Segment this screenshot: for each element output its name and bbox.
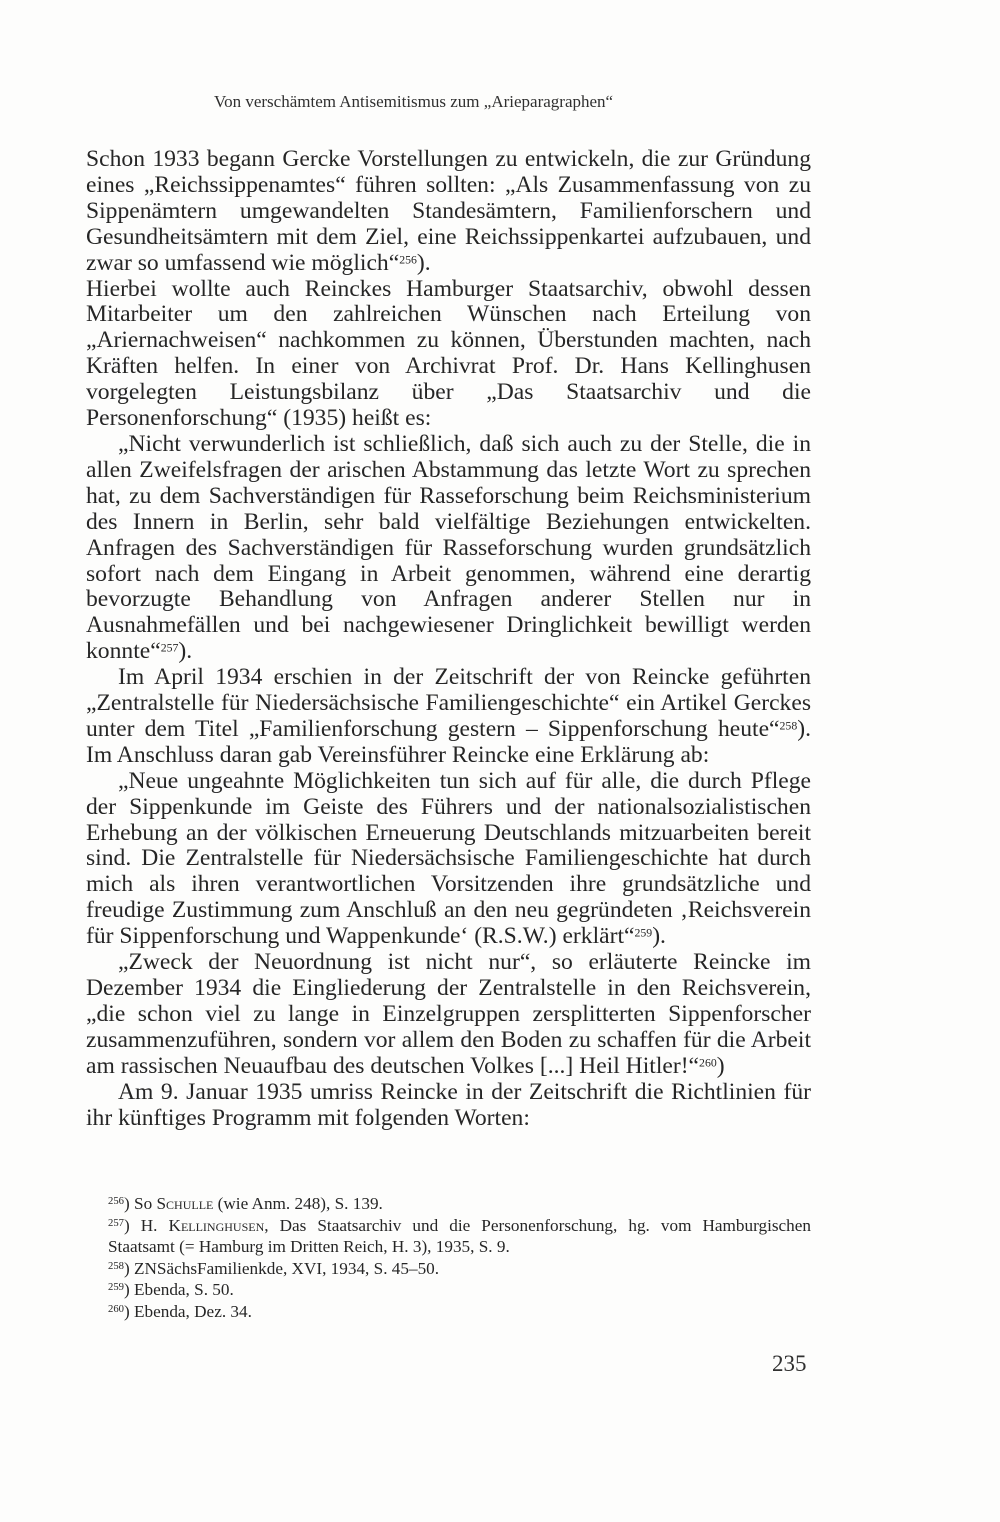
footnote-ref[interactable]: 258 (779, 718, 798, 733)
paragraph-text: Hierbei wollte auch Reinckes Hamburger Staatsarchiv, obwohl dessen Mitarbeiter um den zahlreichen Wünschen nach Erteilung von „Ariernachweisen“ nachkommen zu können, Überstunden machten, nach Kräften helfen. In einer von Archivrat Prof. Dr. Hans Kellinghusen vorgelegten Leistungsbilanz über „Das Staatsarchiv und die Personenforschung“ (1935) heißt es: (86, 275, 811, 432)
quote-3 (86, 950, 811, 1080)
footnote-text: Ebenda, S. 50. (134, 1280, 234, 1300)
footnote-author: Kellinghusen (168, 1215, 265, 1235)
footnote-paren: ) (123, 1194, 135, 1213)
footnote-258 (108, 1258, 811, 1280)
footnotes (108, 1193, 811, 1323)
footnote-259 (108, 1279, 811, 1301)
footnote-number: 258 (108, 1260, 124, 1272)
footnote-number: 256 (108, 1196, 124, 1208)
paragraph-tail: ) (716, 1052, 725, 1079)
paragraph-text: Am 9. Januar 1935 umriss Reincke in der Zeitschrift die Richtlinien für ihr künftiges Programm mit folgenden Worten: (86, 1078, 811, 1131)
quote-text: „Neue ungeahnte Möglichkeiten tun sich auf für alle, die durch Pflege der Sippenkunde im Geiste des Führers und der nationalsozialistischen Erhebung an der völkischen Erneuerung Deutschlands mitzuarbeiten bereit sind. Die Zentralstelle für Niedersächsische Familiengeschichte hat durch mich als ihren verantwortlichen Vorsitzenden ihre grundsätzliche und freudige Zustimmung zum Anschluß an den neu gegründeten ‚Reichsverein für Sippenforschung und Wappenkunde‘ (R.S.W.) erklärt“ (86, 767, 811, 950)
footnote-text: , Das Staatsarchiv und die Personenforschung, hg. vom Hamburgischen Staatsamt (= Hamburg im Dritten Reich, H. 3), 1935, S. 9. (108, 1215, 812, 1257)
footnote-paren: ) (123, 1215, 141, 1235)
footnote-author: Schulle (156, 1194, 214, 1213)
running-head: Von verschämtem Antisemitismus zum „Arieparagraphen“ (214, 92, 614, 111)
footnote-text: ZNSächsFamilienkde, XVI, 1934, S. 45–50. (134, 1258, 440, 1278)
paragraph-3 (86, 665, 811, 769)
footnote-text: Ebenda, Dez. 34. (134, 1301, 252, 1321)
footnote-number: 260 (108, 1304, 124, 1316)
footnote-paren: ) (123, 1301, 135, 1321)
footnote-260 (108, 1301, 811, 1323)
quote-1 (86, 432, 811, 665)
footnote-paren: ) (123, 1280, 135, 1300)
paragraph-2 (86, 277, 811, 432)
paragraph-tail: ). (416, 249, 431, 276)
paragraph-1 (86, 147, 811, 277)
footnote-ref[interactable]: 259 (634, 925, 653, 940)
quote-text: „Nicht verwunderlich ist schließlich, daß sich auch zu der Stelle, die in allen Zweifelsfragen der arischen Abstammung das letzte Wort zu sprechen hat, zu dem Sachverständigen für Rasseforschung beim Reichsministerium des Innern in Berlin, sehr bald vielfältige Beziehungen entwickelten. Anfragen des Sachverständigen für Rasseforschung wurden grundsätzlich sofort nach dem Eingang in Arbeit genommen, während eine derartig bevorzugte Behandlung von Anfragen anderer Stellen nur in Ausnahmefällen und bei nachgewiesener Dringlichkeit bewilligt werden konnte“ (86, 430, 811, 665)
paragraph-tail: ). (652, 923, 666, 950)
page-number: 235 (772, 1351, 807, 1376)
quote-text: „Zweck der Neuordnung ist nicht nur“, so erläuterte Reincke im Dezember 1934 die Eingliederung der Zentralstelle in den Reichsverein, „die schon viel zu lange in Einzelgruppen zersplitterten Sippenforscher zusammenzuführen, sondern vor allem den Boden zu schaffen für die Arbeit am rassischen Neuaufbau des deutschen Volkes [...] Heil Hitler!“ (86, 949, 811, 1079)
footnote-number: 257 (108, 1217, 124, 1229)
footnote-text: H. (140, 1215, 169, 1235)
paragraph-text: Im April 1934 erschien in der Zeitschrift der von Reincke geführten „Zentralstelle für Niedersächsische Familiengeschichte“ ein Artikel Gerckes unter dem Titel „Familienforschung gestern – Sippenforschung heute“ (86, 664, 811, 742)
footnote-number: 259 (108, 1282, 124, 1294)
body-text (86, 147, 811, 1131)
paragraph-text: Schon 1933 begann Gercke Vorstellungen zu entwickeln, die zur Gründung eines „Reichssippenamtes“ führen sollten: „Als Zusammenfassung von zu Sippenämtern umgewandelten Standesämtern, Familienforschern und Gesundheitsämtern mit dem Ziel, eine Reichssippenkartei aufzubauen, und zwar so umfassend wie möglich“ (86, 146, 811, 276)
paragraph-tail: ). Im Anschluss daran gab Vereinsführer Reincke eine Erklärung ab: (86, 715, 811, 768)
footnote-paren: ) (123, 1258, 135, 1278)
footnote-text: (wie Anm. 248), S. 139. (213, 1194, 383, 1213)
footnote-256 (108, 1193, 811, 1215)
quote-2 (86, 769, 811, 950)
paragraph-4 (86, 1080, 811, 1132)
footnote-text: So (134, 1194, 157, 1213)
footnote-ref[interactable]: 260 (699, 1055, 717, 1070)
footnote-257 (108, 1215, 811, 1258)
paragraph-tail: ). (178, 638, 193, 665)
footnote-ref[interactable]: 256 (399, 252, 417, 267)
footnote-ref[interactable]: 257 (160, 640, 179, 655)
